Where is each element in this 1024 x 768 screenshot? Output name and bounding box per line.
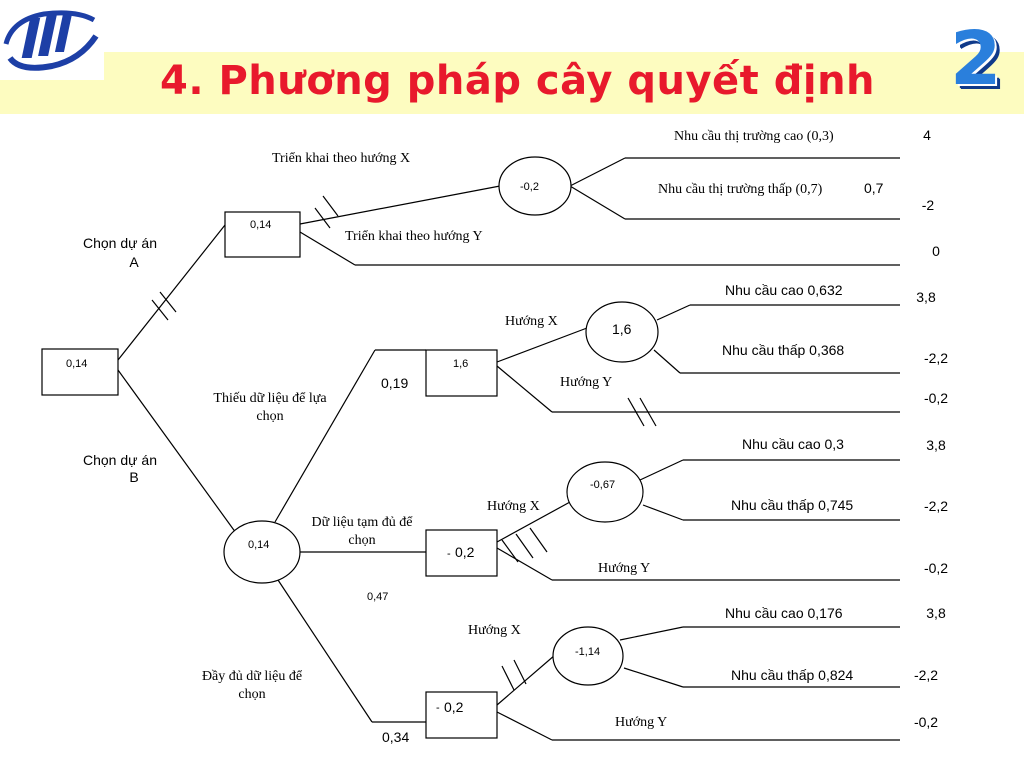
label-choose-b-line1: Chọn dự án xyxy=(83,452,157,468)
b2-chance-value: -0,67 xyxy=(590,479,616,491)
a-chance-value: -0,2 xyxy=(520,181,539,193)
b2-x-label: Hướng X xyxy=(487,499,540,514)
b2-high-label: Nhu cầu cao 0,3 xyxy=(742,436,844,452)
outcome-5: -2,2 xyxy=(923,350,949,366)
a-low-prob: 0,7 xyxy=(864,180,884,196)
outcome-10: 3,8 xyxy=(926,605,946,621)
b1-value: 1,6 xyxy=(453,358,469,370)
b1-x-label: Hướng X xyxy=(505,314,558,329)
full-data-line1: Đầy đủ dữ liệu để xyxy=(201,669,303,684)
root-value: 0,14 xyxy=(66,358,88,370)
b3-sign: - xyxy=(436,702,440,714)
outcome-4: 3,8 xyxy=(916,289,936,305)
b2-chance-node xyxy=(567,462,643,522)
root-decision-node xyxy=(42,349,118,395)
label-choose-a-line1: Chọn dự án xyxy=(83,235,157,251)
outcome-9: -0,2 xyxy=(923,560,949,576)
prune-mark-b2 xyxy=(502,528,547,562)
temp-data-line1: Dữ liệu tạm đủ để xyxy=(311,515,413,530)
prob-047: 0,47 xyxy=(367,591,389,603)
prob-019: 0,19 xyxy=(381,375,409,391)
outcome-6: -0,2 xyxy=(923,390,949,406)
b3-low-label: Nhu cầu thấp 0,824 xyxy=(731,667,854,683)
b1-decision-node xyxy=(426,350,497,396)
page-title: 4. Phương pháp cây quyết định xyxy=(160,58,876,104)
a-value: 0,14 xyxy=(250,219,272,231)
b2-y-label: Hướng Y xyxy=(598,561,651,576)
outcome-7: 3,8 xyxy=(926,437,946,453)
outcome-3: 0 xyxy=(932,243,940,259)
b-chance-value: 0,14 xyxy=(248,539,270,551)
a-x-label: Triển khai theo hướng X xyxy=(272,151,411,166)
prune-mark-a-x xyxy=(315,196,338,228)
a-low-label: Nhu cầu thị trường thấp (0,7) xyxy=(658,182,823,197)
temp-data-line2: chọn xyxy=(348,533,376,548)
a-y-label: Triển khai theo hướng Y xyxy=(345,229,483,244)
b1-y-label: Hướng Y xyxy=(560,375,613,390)
full-data-line2: chọn xyxy=(238,687,266,702)
b1-low-label: Nhu cầu thấp 0,368 xyxy=(722,342,845,358)
prob-034: 0,34 xyxy=(382,729,410,745)
outcome-12: -0,2 xyxy=(913,714,939,730)
outcome-8: -2,2 xyxy=(923,498,949,514)
lack-data-line2: chọn xyxy=(256,409,284,424)
section-number-badge: 2 xyxy=(950,16,1002,102)
b3-chance-value: -1,14 xyxy=(575,646,601,658)
b2-low-label: Nhu cầu thấp 0,745 xyxy=(731,497,854,513)
prune-mark-a xyxy=(152,292,176,320)
b3-high-label: Nhu cầu cao 0,176 xyxy=(725,605,843,621)
outcome-11: -2,2 xyxy=(913,667,939,683)
b3-value: 0,2 xyxy=(444,699,464,715)
b1-high-label: Nhu cầu cao 0,632 xyxy=(725,282,843,298)
a-high-label: Nhu cầu thị trường cao (0,3) xyxy=(674,129,834,144)
lack-data-line1: Thiếu dữ liệu để lựa xyxy=(213,391,327,406)
prune-mark-b3 xyxy=(502,660,526,690)
label-choose-a-line2: A xyxy=(129,254,139,270)
b1-chance-value: 1,6 xyxy=(612,321,632,337)
label-choose-b-line2: B xyxy=(129,469,139,485)
outcome-2: -2 xyxy=(921,197,935,213)
b-chance-node xyxy=(224,521,300,583)
outcome-1: 4 xyxy=(923,127,931,143)
b2-value: 0,2 xyxy=(455,544,475,560)
b3-x-label: Hướng X xyxy=(468,623,521,638)
b2-sign: - xyxy=(447,548,451,560)
b3-y-label: Hướng Y xyxy=(615,715,668,730)
